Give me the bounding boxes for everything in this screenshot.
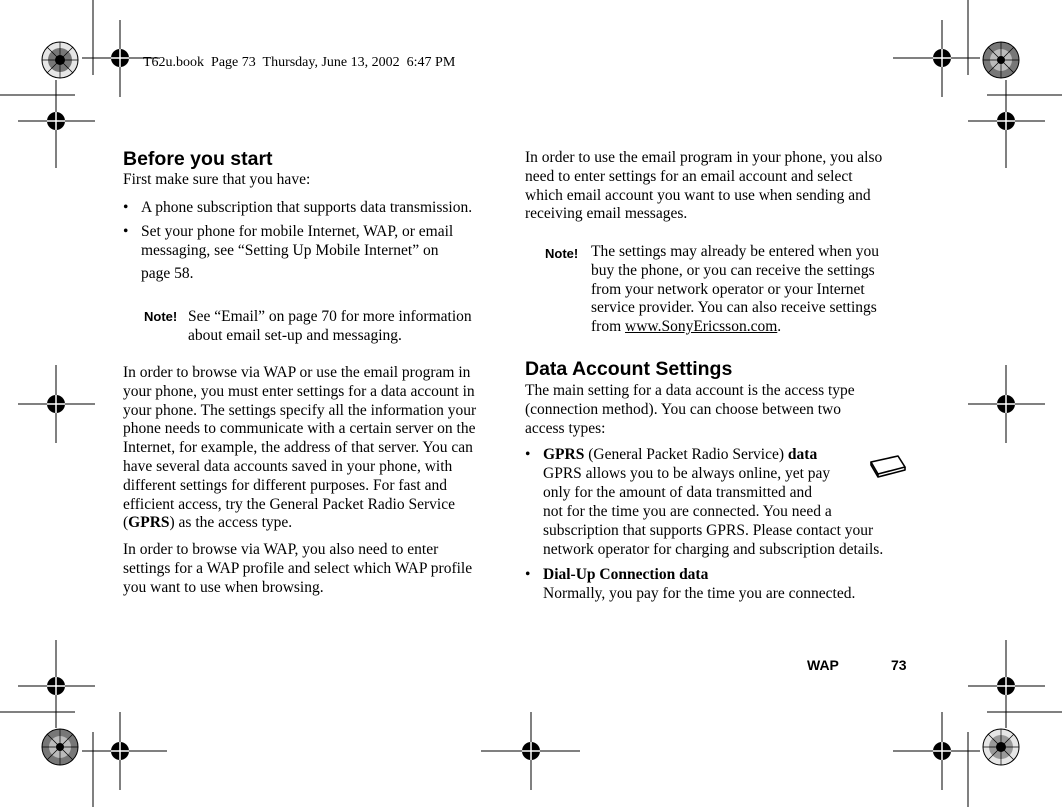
bullet-dialup bbox=[525, 566, 920, 606]
gprs-line: GPRS allows you to be always online, yet pay bbox=[543, 465, 831, 482]
intro-text: First make sure that you have: bbox=[123, 171, 311, 188]
gprs-term: GPRS bbox=[543, 446, 585, 463]
bullet-dot: • bbox=[525, 446, 531, 463]
paragraph-line: access types: bbox=[525, 419, 606, 437]
paragraph-line: your phone, you must enter settings for a data account in bbox=[123, 382, 475, 400]
bullet-dot: • bbox=[123, 199, 129, 216]
gprs-margin-icon bbox=[868, 452, 908, 484]
paragraph-line: In order to browse via WAP or use the email program in bbox=[123, 364, 471, 381]
paragraph-line: your phone. The settings specify all the information your bbox=[123, 401, 477, 419]
paragraph-line: In order to use the email program in your phone, you also bbox=[525, 149, 883, 166]
dialup-line: Normally, you pay for the time you are connected. bbox=[543, 585, 856, 602]
paragraph-access-type bbox=[525, 382, 915, 438]
paragraph-line: different settings for different purposes. For fast and bbox=[123, 476, 447, 494]
gprs-line: not for the time you are connected. You need a bbox=[543, 503, 832, 520]
line-tail: ) as the access type. bbox=[169, 514, 293, 532]
gprs-title bbox=[543, 446, 817, 465]
paragraph-line: efficient access, try the General Packet Radio Service bbox=[123, 495, 455, 513]
paragraph-wap-profile bbox=[123, 541, 508, 597]
paragraph-line: Internet, for example, the address of that server. You can bbox=[123, 439, 473, 457]
note-label: Note! bbox=[545, 246, 579, 261]
dialup-title: Dial-Up Connection data bbox=[543, 566, 709, 583]
paragraph-line: you want to use when browsing. bbox=[123, 578, 324, 596]
paragraph-line: In order to browse via WAP, you also need to enter bbox=[123, 541, 439, 558]
note-line bbox=[591, 318, 921, 337]
heading-before-you-start: Before you start bbox=[123, 148, 273, 170]
bullet-text-line: Set your phone for mobile Internet, WAP, or email bbox=[141, 223, 454, 240]
sonyericsson-link[interactable]: www.SonyEricsson.com bbox=[625, 318, 778, 336]
print-header: T62u.book Page 73 Thursday, June 13, 2002 6:47 PM bbox=[143, 55, 456, 70]
paragraph-line: have several data accounts saved in your phone, with bbox=[123, 457, 453, 475]
heading-data-account-settings: Data Account Settings bbox=[525, 358, 733, 380]
note-line: service provider. You can also receive settings bbox=[591, 299, 877, 317]
note-text-line: about email set-up and messaging. bbox=[188, 327, 402, 344]
paragraph-line: phone needs to communicate with a certain server on the bbox=[123, 420, 476, 438]
paren-open: ( bbox=[123, 514, 129, 532]
paragraph-line: settings for a WAP profile and select which WAP profile bbox=[123, 559, 473, 577]
paragraph-data-accounts bbox=[123, 364, 508, 533]
paragraph-email-account bbox=[525, 149, 915, 224]
note-line: The settings may already be entered when you bbox=[591, 243, 879, 260]
bullet-text-line: page 58. bbox=[141, 265, 194, 282]
bullet-dot: • bbox=[123, 223, 129, 240]
bullet-text-line: messaging, see “Setting Up Mobile Internet” on bbox=[141, 242, 439, 259]
bullet-gprs bbox=[525, 446, 920, 561]
paragraph-line: which email account you want to use when sending and bbox=[525, 186, 871, 204]
gprs-line: network operator for charging and subscription details. bbox=[543, 541, 884, 558]
note-prefix: from bbox=[591, 318, 626, 336]
paragraph-line: The main setting for a data account is the access type bbox=[525, 382, 855, 399]
gprs-bold: GPRS bbox=[128, 514, 170, 532]
paragraph-line: receiving email messages. bbox=[525, 205, 688, 223]
bullet-item bbox=[123, 223, 503, 287]
paragraph-line: (connection method). You can choose between two bbox=[525, 400, 841, 418]
note-line: from your network operator or your Internet bbox=[591, 280, 865, 298]
note-text-line: See “Email” on page 70 for more information bbox=[188, 308, 472, 325]
paragraph-line bbox=[123, 514, 508, 533]
bullet-dot: • bbox=[525, 566, 531, 583]
note-label: Note! bbox=[144, 309, 178, 324]
page-number: 73 bbox=[891, 657, 907, 673]
paragraph-line: need to enter settings for an email account and select bbox=[525, 167, 853, 185]
gprs-data-term: data bbox=[787, 446, 818, 463]
bullet-text: A phone subscription that supports data transmission. bbox=[141, 199, 473, 216]
footer-section-title: WAP bbox=[807, 657, 839, 673]
gprs-line: subscription that supports GPRS. Please contact your bbox=[543, 522, 874, 539]
gprs-expansion: (General Packet Radio Service) bbox=[584, 446, 788, 463]
note-settings bbox=[591, 243, 921, 337]
bullet-item bbox=[123, 199, 503, 219]
note-suffix: . bbox=[777, 318, 782, 336]
note-line: buy the phone, or you can receive the settings bbox=[591, 261, 875, 279]
gprs-line: only for the amount of data transmitted and bbox=[543, 484, 813, 501]
